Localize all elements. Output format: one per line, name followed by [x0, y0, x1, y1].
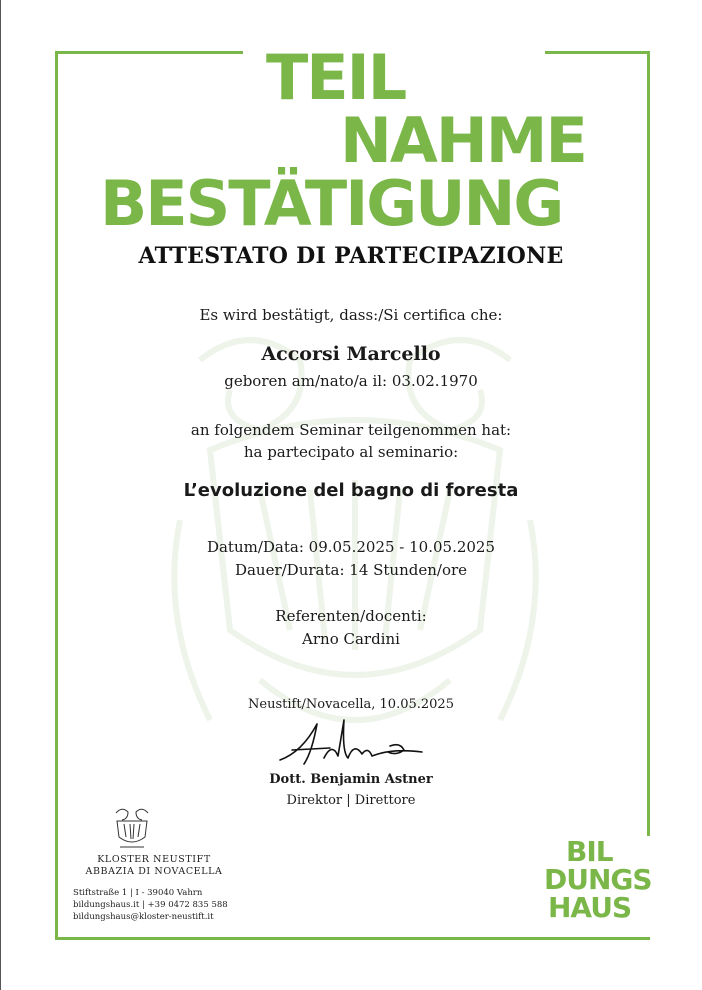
- subtitle-attestato: ATTESTATO DI PARTECIPAZIONE: [138, 243, 564, 269]
- address: Stiftstraße 1 | I - 39040 Vahrn: [73, 888, 203, 898]
- participant-name: Accorsi Marcello: [261, 343, 441, 365]
- brand-bil: BIL: [566, 835, 613, 868]
- web-phone[interactable]: bildungshaus.it | +39 0472 835 588: [73, 900, 228, 910]
- frame-top-left: [55, 51, 243, 54]
- intro-text: Es wird bestätigt, dass:/Si certifica che:: [199, 306, 503, 324]
- org-name-de: KLOSTER NEUSTIFT: [97, 854, 211, 865]
- brand-dungs: DUNGS: [544, 863, 652, 896]
- contact-block: [73, 887, 228, 923]
- signature-icon: [272, 712, 432, 772]
- signer-role: Direktor | Direttore: [286, 793, 416, 808]
- org-name: [74, 854, 234, 878]
- place-date: Neustift/Novacella, 10.05.2025: [248, 697, 454, 712]
- seminar-intro-it: ha partecipato al seminario:: [243, 443, 459, 461]
- birth-date: geboren am/nato/a il: 03.02.1970: [224, 372, 478, 390]
- brand-haus: HAUS: [548, 891, 632, 924]
- title-nahme: NAHME: [340, 104, 586, 177]
- kloster-logo-icon: [108, 803, 156, 851]
- seminar-title: L’evoluzione del bagno di foresta: [183, 480, 519, 501]
- seminar-date: Datum/Data: 09.05.2025 - 10.05.2025: [206, 538, 496, 556]
- frame-bottom: [55, 937, 650, 940]
- title-bestaetigung: BESTÄTIGUNG: [100, 167, 563, 240]
- speaker-name: Arno Cardini: [302, 630, 400, 648]
- org-name-it: ABBAZIA DI NOVACELLA: [85, 866, 223, 877]
- speakers-label: Referenten/docenti:: [275, 607, 427, 625]
- seminar-duration: Dauer/Durata: 14 Stunden/ore: [234, 561, 468, 579]
- email[interactable]: bildungshaus@kloster-neustift.it: [73, 912, 214, 922]
- frame-top-right: [545, 51, 650, 54]
- title-teil: TEIL: [266, 41, 406, 114]
- signer-name: Dott. Benjamin Astner: [269, 772, 433, 787]
- seminar-intro-de: an folgendem Seminar teilgenommen hat:: [190, 421, 512, 439]
